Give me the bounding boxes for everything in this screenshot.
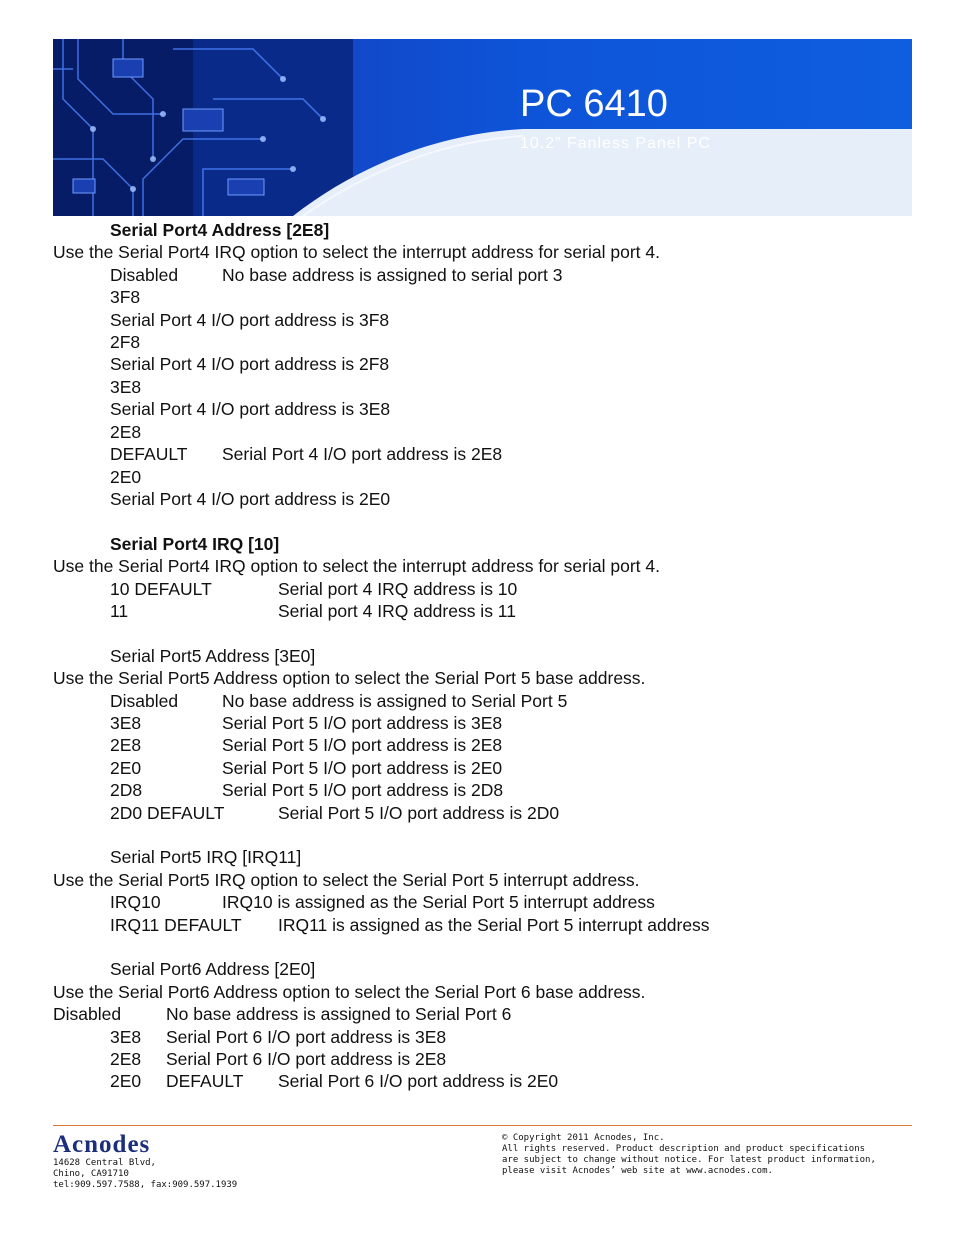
- section-title-port5-irq: Serial Port5 IRQ [IRQ11]: [110, 847, 302, 867]
- product-name: PC 6410: [520, 83, 668, 125]
- section-title-port6-address: Serial Port6 Address [2E0]: [110, 959, 316, 979]
- option-description: Serial Port 5 I/O port address is 3E8: [222, 713, 503, 733]
- option-name: 3E8: [110, 1027, 142, 1047]
- section-desc-port6-address: Use the Serial Port6 Address option to select the Serial Port 6 base address.: [53, 982, 646, 1002]
- section-desc-port4-address: Use the Serial Port4 IRQ option to select the interrupt address for serial port 4.: [53, 242, 660, 262]
- option-description: Serial Port 4 I/O port address is 2F8: [110, 354, 390, 374]
- option-description: Serial Port 5 I/O port address is 2D8: [222, 780, 504, 800]
- option-description: Serial Port 4 I/O port address is 3F8: [110, 310, 390, 330]
- acnodes-logo: [53, 1131, 210, 1155]
- option-description: No base address is assigned to Serial Port 5: [222, 691, 568, 711]
- option-name: 2D0 DEFAULT: [110, 803, 225, 823]
- option-description: Serial Port 6 I/O port address is 3E8: [166, 1027, 447, 1047]
- footer-address-line: 14628 Central Blvd,: [53, 1158, 156, 1168]
- option-description: Serial Port 5 I/O port address is 2E8: [222, 735, 503, 755]
- option-description: IRQ11 is assigned as the Serial Port 5 interrupt address: [278, 915, 710, 935]
- option-name: 2E0: [110, 1071, 142, 1091]
- footer-copyright-line: © Copyright 2011 Acnodes, Inc.: [502, 1133, 665, 1143]
- option-name: 2D8: [110, 780, 143, 800]
- footer-copyright-line: All rights reserved. Product description and product specifications: [502, 1144, 866, 1154]
- option-description: Serial Port 4 I/O port address is 2E0: [110, 489, 391, 509]
- option-name: 3E8: [110, 377, 142, 397]
- section-title-port4-irq: Serial Port4 IRQ [10]: [110, 534, 280, 554]
- option-name: 2E8: [110, 735, 142, 755]
- option-name: IRQ10: [110, 892, 161, 912]
- option-name: 2E0: [110, 467, 142, 487]
- option-default-tag: DEFAULT: [166, 1071, 244, 1091]
- option-name: IRQ11 DEFAULT: [110, 915, 242, 935]
- option-description: No base address is assigned to Serial Port 6: [166, 1004, 512, 1024]
- option-description: Serial port 4 IRQ address is 11: [278, 601, 516, 621]
- option-name: 2E0: [110, 758, 142, 778]
- option-description: Serial Port 4 I/O port address is 2E8: [222, 444, 503, 464]
- option-name: 3F8: [110, 287, 141, 307]
- option-name: Disabled: [110, 265, 179, 285]
- option-name: 2E8: [110, 422, 142, 442]
- option-description: Serial Port 6 I/O port address is 2E0: [278, 1071, 559, 1091]
- option-description: Serial Port 5 I/O port address is 2E0: [222, 758, 503, 778]
- svg-text:Acnodes: Acnodes: [53, 1131, 151, 1155]
- footer-divider: [53, 1125, 912, 1126]
- banner-swoosh: [53, 39, 912, 216]
- option-description: IRQ10 is assigned as the Serial Port 5 interrupt address: [222, 892, 655, 912]
- footer-copyright-line: are subject to change without notice. For latest product information,: [502, 1155, 876, 1165]
- section-desc-port5-address: Use the Serial Port5 Address option to select the Serial Port 5 base address.: [53, 668, 646, 688]
- option-description: Serial Port 4 I/O port address is 3E8: [110, 399, 391, 419]
- section-desc-port5-irq: Use the Serial Port5 IRQ option to select the Serial Port 5 interrupt address.: [53, 870, 640, 890]
- option-description: No base address is assigned to serial port 3: [222, 265, 563, 285]
- section-title-port4-address: Serial Port4 Address [2E8]: [110, 220, 330, 240]
- section-title-port5-address: Serial Port5 Address [3E0]: [110, 646, 316, 666]
- footer-contact-line: tel:909.597.7588, fax:909.597.1939: [53, 1180, 238, 1190]
- option-name: Disabled: [53, 1004, 122, 1024]
- option-name: 3E8: [110, 713, 142, 733]
- footer-address-line: Chino, CA91710: [53, 1169, 129, 1179]
- option-name: 11: [110, 601, 129, 621]
- option-description: Serial Port 6 I/O port address is 2E8: [166, 1049, 447, 1069]
- option-name: 2F8: [110, 332, 141, 352]
- option-description: Serial port 4 IRQ address is 10: [278, 579, 518, 599]
- option-description: Serial Port 5 I/O port address is 2D0: [278, 803, 560, 823]
- option-name: DEFAULT: [110, 444, 188, 464]
- footer-copyright-line: please visit Acnodes’ web site at www.acnodes.com.: [502, 1166, 773, 1176]
- product-subtitle: 10.2” Fanless Panel PC: [520, 135, 711, 152]
- option-name: 2E8: [110, 1049, 142, 1069]
- option-name: 10 DEFAULT: [110, 579, 212, 599]
- option-name: Disabled: [110, 691, 179, 711]
- header-banner: [53, 39, 912, 216]
- section-desc-port4-irq: Use the Serial Port4 IRQ option to select the interrupt address for serial port 4.: [53, 556, 660, 576]
